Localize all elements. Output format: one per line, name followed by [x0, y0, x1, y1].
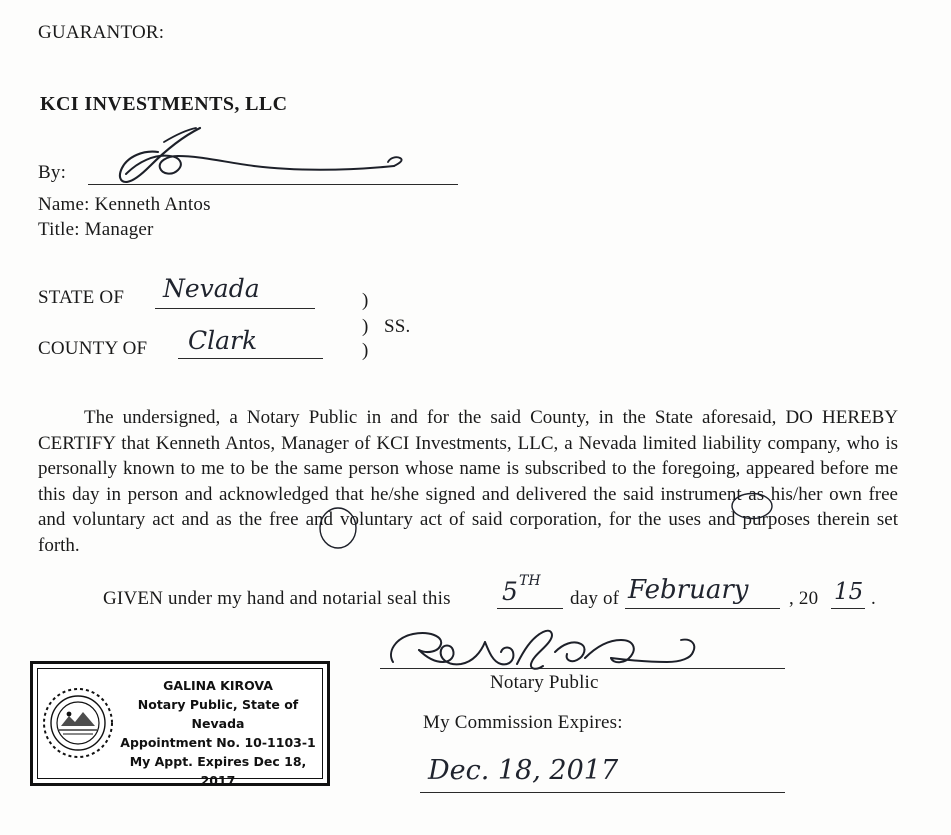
given-month-value: February — [628, 575, 749, 605]
name-label: Name: Kenneth Antos — [38, 194, 211, 215]
county-line — [178, 358, 323, 359]
paren-1: ) — [362, 290, 369, 311]
state-label: STATE OF — [38, 287, 125, 308]
circle-annotation-his — [318, 506, 358, 550]
stamp-line-4: My Appt. Expires Dec 18, 2017 — [129, 754, 307, 788]
given-day-suffix: TH — [519, 573, 541, 589]
commission-expires-line — [420, 792, 785, 793]
by-label: By: — [38, 162, 67, 183]
paren-3: ) — [362, 340, 369, 361]
year-line — [831, 608, 865, 609]
guarantor-signature — [104, 122, 424, 192]
notary-seal-icon — [41, 686, 115, 760]
given-prefix: GIVEN under my hand and notarial seal this — [103, 588, 451, 609]
county-value: Clark — [188, 326, 258, 355]
company-name: KCI INVESTMENTS, LLC — [40, 93, 288, 115]
acknowledgment-paragraph — [38, 405, 898, 558]
year-suffix: . — [871, 588, 876, 609]
ss-label: SS. — [384, 316, 411, 337]
notary-stamp — [30, 661, 330, 786]
notary-signature — [385, 622, 715, 678]
given-day-value: 5 — [502, 577, 518, 606]
notary-stamp-text — [111, 676, 325, 790]
day-line — [497, 608, 563, 609]
county-label: COUNTY OF — [38, 338, 148, 359]
paren-2: ) — [362, 316, 369, 337]
day-of-label: day of — [570, 588, 620, 609]
circle-annotation-heshe — [730, 492, 774, 520]
month-line — [625, 608, 780, 609]
stamp-line-1: GALINA KIROVA — [163, 678, 273, 693]
commission-expires-label: My Commission Expires: — [423, 712, 623, 733]
acknowledgment-text: The undersigned, a Notary Public in and for the said County, in the State aforesaid, DO HEREBY CERTIFY that Kenneth Antos, Manager of KCI Investments, LLC, a Nevada limited liability company, who is personally known to me to be the same person whose name is subscribed to the foregoing, appeared before me this day in person and acknowledged that he/she signed and delivered the said instrument as his/her own free and voluntary act and as the free and voluntary act of said corporation, for the uses and purposes therein set forth. — [38, 407, 898, 556]
state-line — [155, 308, 315, 309]
stamp-line-3: Appointment No. 10-1103-1 — [120, 735, 316, 750]
title-label: Title: Manager — [38, 219, 154, 240]
stamp-line-2: Notary Public, State of Nevada — [137, 697, 299, 731]
given-year-value: 15 — [834, 579, 864, 605]
year-prefix: , 20 — [789, 588, 819, 609]
state-value: Nevada — [163, 274, 260, 303]
commission-expires-value: Dec. 18, 2017 — [428, 755, 619, 786]
notary-public-label: Notary Public — [490, 672, 599, 693]
guarantor-label: GUARANTOR: — [38, 22, 165, 43]
